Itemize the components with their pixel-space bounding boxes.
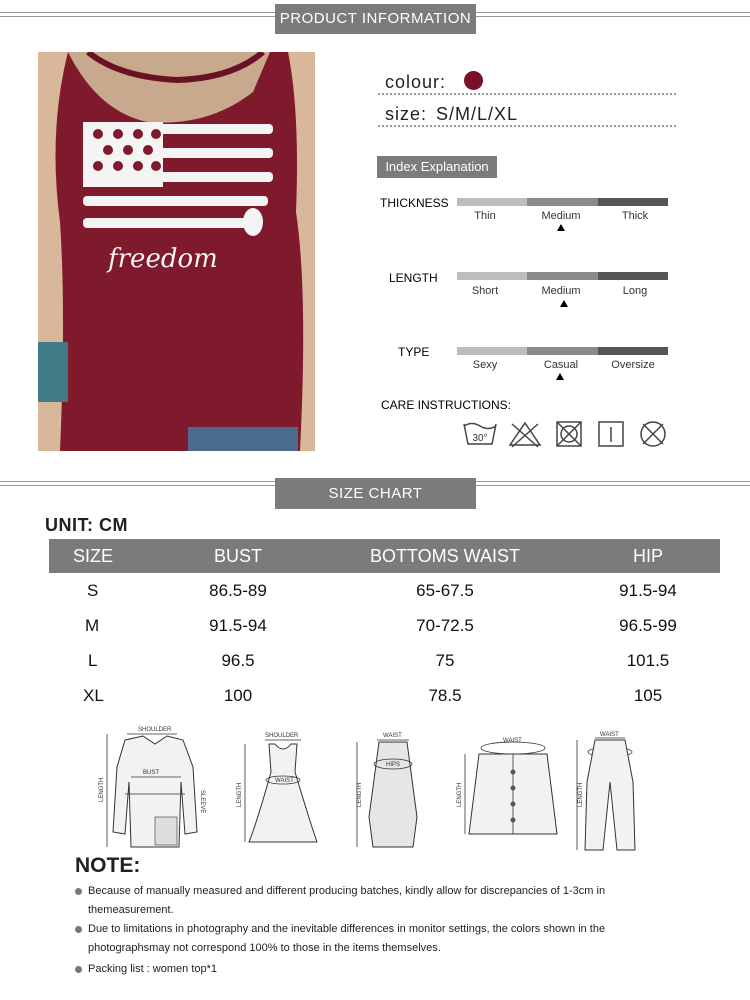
thickness-thick-label: Thick <box>621 210 649 222</box>
svg-text:SHOULDER: SHOULDER <box>265 733 299 739</box>
note-item: Because of manually measured and different producing batches, kindly allow for discrepancies of 1-3cm in themeasurement. <box>88 885 606 916</box>
measurement-diagrams <box>95 722 655 857</box>
note-bullet <box>75 926 82 933</box>
table-row <box>49 643 720 678</box>
cell-size: M <box>85 615 100 635</box>
note-bullet <box>75 966 82 973</box>
cell-hip: 101.5 <box>626 650 670 670</box>
svg-text:WAIST: WAIST <box>503 738 522 744</box>
svg-text:SLEEVE: SLEEVE <box>199 790 205 814</box>
length-label: LENGTH <box>389 271 438 285</box>
cell-bust: 100 <box>223 685 253 705</box>
length-selected-marker <box>560 300 568 307</box>
thickness-label: THICKNESS <box>380 196 449 210</box>
cell-bust: 96.5 <box>221 650 255 670</box>
thickness-thin-label: Thin <box>474 210 496 222</box>
note-title: NOTE: <box>75 854 141 877</box>
size-value: S/M/L/XL <box>436 104 519 124</box>
wash-30-icon <box>463 420 497 448</box>
svg-text:WAIST: WAIST <box>383 733 402 739</box>
length-short-label: Short <box>471 285 499 297</box>
index-explanation-title: Index Explanation <box>377 156 497 178</box>
table-row <box>49 608 720 643</box>
type-sexy-label: Sexy <box>472 359 498 371</box>
cell-bust: 86.5-89 <box>209 580 267 600</box>
cell-hip: 96.5-99 <box>619 615 677 635</box>
cell-bust: 91.5-94 <box>209 615 267 635</box>
no-dry-clean-icon <box>639 420 667 448</box>
cell-size: L <box>88 650 98 670</box>
length-long-label: Long <box>622 285 648 297</box>
mini-skirt-diagram <box>457 738 557 834</box>
note-bullet <box>75 888 82 895</box>
colour-divider <box>378 93 676 95</box>
header-bust: BUST <box>162 539 314 573</box>
dress-diagram <box>237 733 317 842</box>
svg-text:LENGTH: LENGTH <box>578 782 584 807</box>
colour-swatch[interactable] <box>464 71 483 90</box>
svg-text:LENGTH: LENGTH <box>457 782 463 807</box>
product-info-title: PRODUCT INFORMATION <box>275 4 476 34</box>
svg-text:LENGTH: LENGTH <box>237 782 243 807</box>
svg-text:BUST: BUST <box>143 770 160 776</box>
size-chart-title: SIZE CHART <box>275 478 476 509</box>
line-dry-icon <box>597 420 625 448</box>
care-instructions-label: CARE INSTRUCTIONS: <box>381 398 512 412</box>
table-row <box>49 678 720 713</box>
svg-text:LENGTH: LENGTH <box>99 777 105 802</box>
skirt-diagram <box>357 733 417 847</box>
type-label: TYPE <box>398 345 430 359</box>
svg-text:SHOULDER: SHOULDER <box>138 727 172 733</box>
svg-text:HIPS: HIPS <box>386 762 401 768</box>
type-selected-marker <box>556 373 564 380</box>
header-hip: HIP <box>576 539 720 573</box>
svg-text:30°: 30° <box>472 433 488 444</box>
type-oversize-label: Oversize <box>611 359 655 371</box>
thickness-medium-label: Medium <box>541 210 581 222</box>
cell-waist: 65-67.5 <box>416 580 474 600</box>
size-table <box>49 539 720 713</box>
cell-size: XL <box>83 685 104 705</box>
svg-text:WAIST: WAIST <box>275 778 294 784</box>
colour-label: colour: <box>385 72 447 92</box>
no-bleach-icon <box>508 420 542 448</box>
length-medium-label: Medium <box>541 285 581 297</box>
cell-hip: 91.5-94 <box>619 580 677 600</box>
svg-text:LENGTH: LENGTH <box>357 782 363 807</box>
unit-label: UNIT: CM <box>45 515 128 535</box>
note-item: Due to limitations in photography and the inevitable differences in monitor settings, the colors shown in the photographsmay not correspond 100% to those in the items themselves. <box>88 923 606 954</box>
type-bar <box>457 347 668 355</box>
cell-hip: 105 <box>633 685 663 705</box>
pants-diagram <box>577 732 635 850</box>
cell-waist: 75 <box>435 650 455 670</box>
no-tumble-dry-icon <box>555 420 583 448</box>
print-text: freedom <box>108 244 218 274</box>
size-table-header <box>49 539 720 573</box>
size-label: size: <box>385 104 428 124</box>
header-size: SIZE <box>49 539 162 573</box>
table-row <box>49 573 720 608</box>
cell-waist: 78.5 <box>428 685 462 705</box>
tank-top-illustration <box>38 52 315 451</box>
note-item: Packing list : women top*1 <box>88 963 218 975</box>
length-bar <box>457 272 668 280</box>
cell-size: S <box>87 580 99 600</box>
thickness-bar <box>457 198 668 206</box>
thickness-selected-marker <box>557 224 565 231</box>
svg-text:WAIST: WAIST <box>600 732 619 738</box>
jacket-diagram <box>99 727 205 847</box>
cell-waist: 70-72.5 <box>416 615 474 635</box>
type-casual-label: Casual <box>543 359 579 371</box>
size-divider <box>378 125 676 127</box>
product-photo <box>38 52 315 451</box>
header-bottoms-waist: BOTTOMS WAIST <box>314 539 576 573</box>
